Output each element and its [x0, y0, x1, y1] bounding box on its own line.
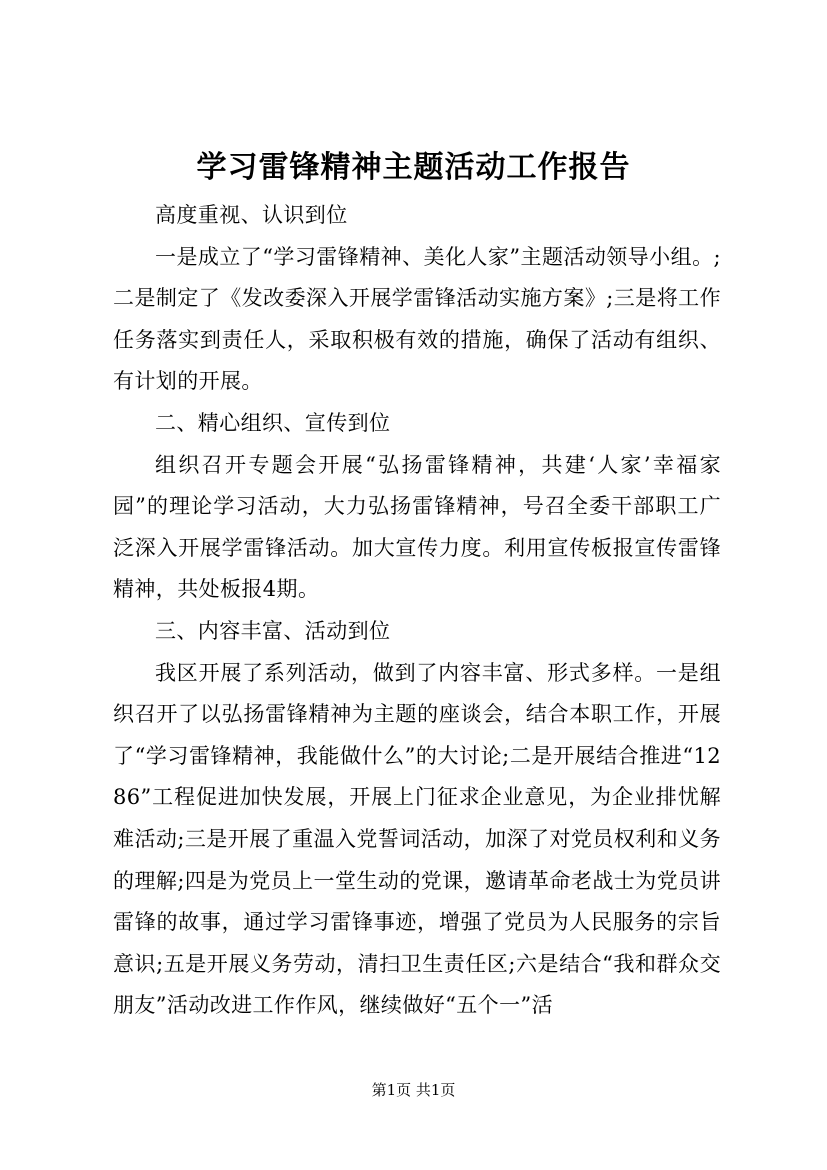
section-heading-3: 三、内容丰富、活动到位 [155, 618, 391, 643]
section-paragraph-3: 我区开展了系列活动，做到了内容丰富、形式多样。一是组织召开了以弘扬雷锋精神为主题的座谈会，结合本职工作，开展了“学习雷锋精神，我能做什么”的大讨论;二是开展结合推进“1286”工程促进加快发展，开展上门征求企业意见，为企业排忧解难活动;三是开展了重温入党誓词活动，加深了对党员权利和义务的理解;四是为党员上一堂生动的党课，邀请革命老战士为党员讲雷锋的故事，通过学习雷锋事迹，增强了党员为人民服务的宗旨意识;五是开展义务劳动，清扫卫生责任区;六是结合“我和群众交朋友”活动改进工作作风，继续做好“五个一”活 [113, 660, 721, 1018]
document-title: 学习雷锋精神主题活动工作报告 [196, 150, 631, 185]
section-paragraph-2: 组织召开专题会开展“弘扬雷锋精神，共建‘人家’幸福家园”的理论学习活动，大力弘扬雷锋精神，号召全委干部职工广泛深入开展学雷锋活动。加大宣传力度。利用宣传板报宣传雷锋精神，共处板报4期。 [113, 452, 721, 602]
section-heading-2: 二、精心组织、宣传到位 [155, 410, 391, 435]
document-body [113, 195, 721, 1027]
section-paragraph-1: 一是成立了“学习雷锋精神、美化人家”主题活动领导小组。;二是制定了《发改委深入开展学雷锋活动实施方案》;三是将工作任务落实到责任人，采取积极有效的措施，确保了活动有组织、有计划的开展。 [113, 244, 721, 394]
page-footer: 第1页 共1页 [371, 1081, 456, 1099]
section-heading-1: 高度重视、认识到位 [155, 203, 348, 227]
